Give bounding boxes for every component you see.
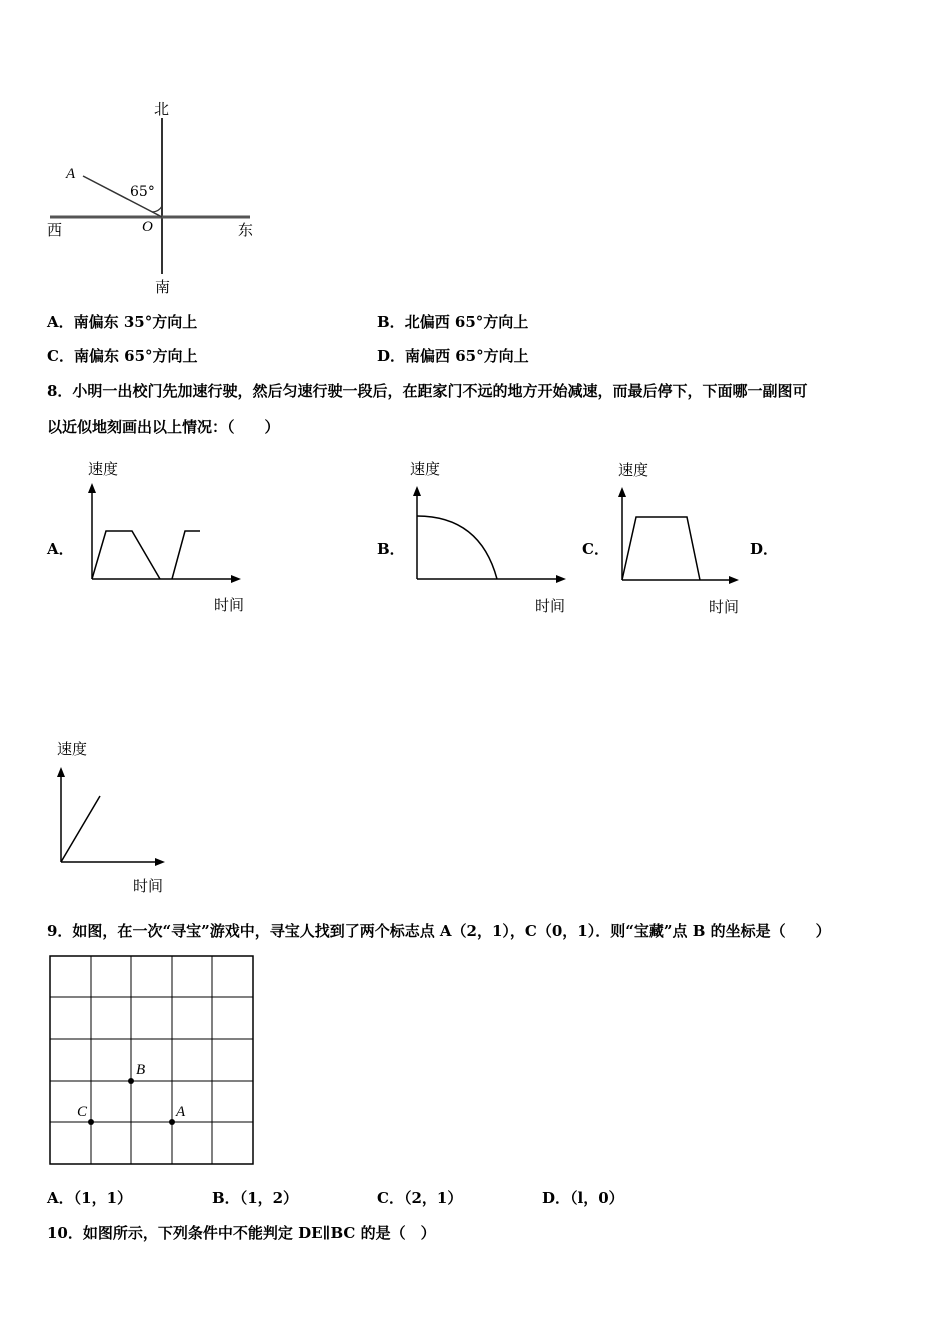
q9-option-a[interactable] — [47, 1187, 132, 1208]
label-a: A — [176, 1104, 186, 1120]
graph-b-ylabel: 速度 — [410, 460, 441, 478]
option-letter: A． — [47, 313, 74, 331]
graph-d-xlabel: 时间 — [133, 877, 164, 895]
q10-stem: 10．如图所示，下列条件中不能判定 DE∥BC 的是（ ） — [47, 1224, 436, 1242]
label-east: 东 — [238, 221, 254, 239]
option-text: 南偏东 65°方向上 — [73, 347, 198, 365]
label-north: 北 — [154, 100, 170, 118]
q9-stem: 9．如图，在一次“寻宝”游戏中，寻宝人找到了两个标志点 A（2，1），C（0，1）．则“宝藏”点 B 的坐标是（ ） — [47, 922, 831, 940]
q8-option-d[interactable]: D． — [750, 540, 779, 558]
option-text: （1，1） — [73, 1189, 133, 1207]
label-c: C — [77, 1104, 88, 1120]
q9-option-c[interactable] — [377, 1187, 462, 1208]
option-letter: B． — [377, 313, 405, 331]
q8-option-b[interactable]: B． — [377, 540, 405, 558]
graph-d-ylabel: 速度 — [57, 740, 88, 758]
point-a — [169, 1119, 175, 1125]
graph-a-xlabel: 时间 — [214, 596, 245, 614]
option-text: 南偏西 65°方向上 — [405, 347, 529, 365]
label-angle: 65° — [130, 184, 155, 200]
option-text: 北偏西 65°方向上 — [404, 313, 529, 331]
graph-c-ylabel: 速度 — [618, 461, 649, 479]
q9-option-b[interactable] — [212, 1187, 298, 1208]
label-south: 南 — [155, 278, 171, 296]
graph-a-ylabel: 速度 — [88, 460, 119, 478]
q8-option-c[interactable]: C． — [582, 540, 609, 558]
option-letter: A． — [47, 1189, 74, 1207]
option-text: （2，1） — [403, 1189, 463, 1207]
label-b: B — [136, 1062, 146, 1078]
q8-stem-line2: 以近似地刻画出以上情况：（ ） — [47, 418, 280, 436]
label-point-a: A — [66, 166, 76, 182]
option-letter: B． — [212, 1189, 240, 1207]
label-west: 西 — [47, 221, 63, 239]
option-text: 南偏东 35°方向上 — [73, 313, 198, 331]
grid-lines — [50, 956, 253, 1164]
grid-border — [50, 956, 253, 1164]
point-b — [128, 1078, 134, 1084]
option-text: （l，0） — [570, 1189, 624, 1207]
option-text: （1，2） — [239, 1189, 299, 1207]
label-origin: O — [142, 219, 153, 235]
q8-stem-line1: 8．小明一出校门先加速行驶，然后匀速行驶一段后，在距家门不远的地方开始减速，而最后停下，下面哪一副图可 — [47, 382, 808, 400]
graph-b-xlabel: 时间 — [535, 597, 566, 615]
option-letter: C． — [377, 1189, 404, 1207]
q9-option-d[interactable] — [542, 1187, 624, 1208]
option-letter: D． — [377, 347, 406, 365]
option-letter: C． — [47, 347, 74, 365]
graph-c-xlabel: 时间 — [709, 598, 740, 616]
q8-option-a[interactable]: A． — [47, 540, 74, 558]
option-letter: D． — [542, 1189, 571, 1207]
point-c — [88, 1119, 94, 1125]
